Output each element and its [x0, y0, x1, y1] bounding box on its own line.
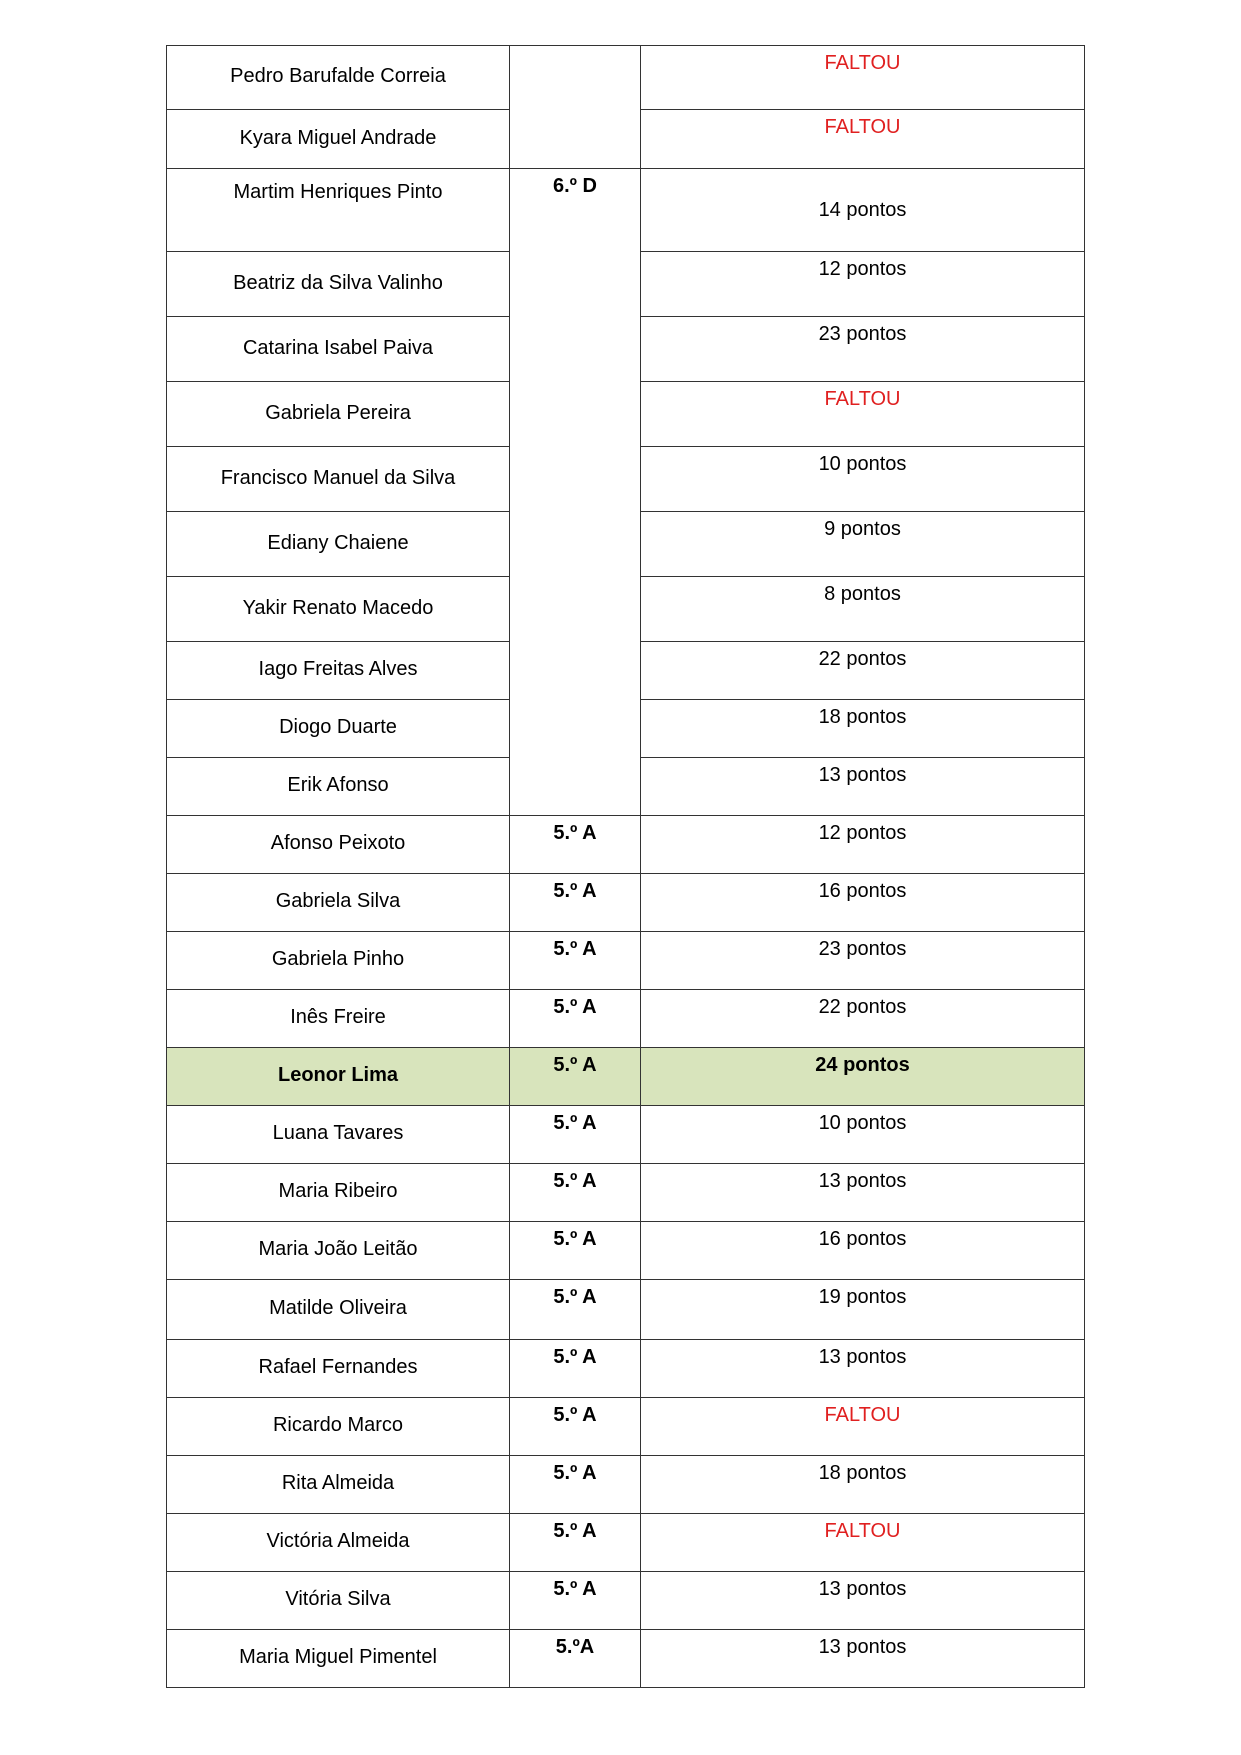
score-cell	[641, 1572, 1085, 1630]
student-name: Maria Ribeiro	[278, 1180, 398, 1202]
student-name-cell	[167, 1398, 510, 1456]
table-row	[167, 1398, 1085, 1456]
score-cell	[641, 447, 1085, 512]
class-cell	[510, 816, 641, 874]
score-cell	[641, 874, 1085, 932]
score-value: 19 pontos	[818, 1286, 907, 1308]
score-cell	[641, 110, 1085, 169]
table-row	[167, 169, 1085, 252]
class-label: 5.º A	[553, 1112, 597, 1134]
student-name: Vitória Silva	[285, 1588, 391, 1610]
score-cell	[641, 1280, 1085, 1340]
student-name-cell	[167, 110, 510, 169]
student-name: Luana Tavares	[272, 1122, 404, 1144]
student-name-cell	[167, 642, 510, 700]
score-value: FALTOU	[824, 116, 901, 138]
class-cell	[510, 1514, 641, 1572]
student-name: Inês Freire	[290, 1006, 386, 1028]
student-name: Erik Afonso	[287, 774, 389, 796]
score-cell	[641, 932, 1085, 990]
score-value: 9 pontos	[824, 518, 901, 540]
score-cell	[641, 816, 1085, 874]
student-name: Kyara Miguel Andrade	[239, 126, 437, 149]
table-row-highlighted	[167, 1048, 1085, 1106]
student-name-cell	[167, 758, 510, 816]
score-cell	[641, 700, 1085, 758]
class-cell	[510, 1572, 641, 1630]
table-row	[167, 46, 1085, 110]
score-value: 12 pontos	[818, 258, 907, 280]
score-value: 22 pontos	[818, 648, 907, 670]
student-name: Rita Almeida	[281, 1472, 395, 1494]
class-cell	[510, 1398, 641, 1456]
class-cell	[510, 1340, 641, 1398]
class-label: 5.º A	[553, 822, 597, 844]
score-cell	[641, 642, 1085, 700]
table-row	[167, 1222, 1085, 1280]
student-name-cell	[167, 512, 510, 577]
table-row	[167, 816, 1085, 874]
score-value: 18 pontos	[818, 706, 907, 728]
student-name-cell	[167, 1340, 510, 1398]
class-cell	[510, 1456, 641, 1514]
score-cell	[641, 758, 1085, 816]
table-row	[167, 1572, 1085, 1630]
student-name-cell	[167, 990, 510, 1048]
score-value: 24 pontos	[815, 1054, 910, 1076]
score-value: FALTOU	[824, 388, 901, 410]
student-name: Catarina Isabel Paiva	[242, 336, 434, 359]
score-value: 23 pontos	[818, 323, 907, 345]
results-table-body	[167, 46, 1085, 1688]
table-row	[167, 990, 1085, 1048]
class-cell	[510, 1048, 641, 1106]
score-cell	[641, 382, 1085, 447]
class-label: 6.º D	[553, 175, 597, 197]
student-name-cell	[167, 1048, 510, 1106]
student-name-cell	[167, 1106, 510, 1164]
results-table	[166, 45, 1085, 1688]
table-row	[167, 1106, 1085, 1164]
score-value: 13 pontos	[818, 1578, 907, 1600]
student-name: Pedro Barufalde Correia	[230, 65, 446, 87]
student-name: Iago Freitas Alves	[258, 658, 418, 680]
score-value: 22 pontos	[818, 996, 907, 1018]
student-name: Gabriela Pinho	[271, 948, 405, 970]
class-cell-empty	[510, 46, 641, 169]
score-cell	[641, 577, 1085, 642]
student-name: Yakir Renato Macedo	[242, 596, 434, 619]
score-value: 16 pontos	[818, 880, 907, 902]
student-name: Gabriela Pereira	[265, 401, 411, 424]
score-cell	[641, 1514, 1085, 1572]
class-label: 5.º A	[553, 1404, 597, 1426]
score-cell	[641, 1630, 1085, 1688]
class-label: 5.º A	[553, 938, 597, 960]
student-name: Victória Almeida	[266, 1530, 410, 1552]
table-row	[167, 1280, 1085, 1340]
class-cell	[510, 1106, 641, 1164]
class-label: 5.ºA	[555, 1636, 595, 1658]
score-value: 16 pontos	[818, 1228, 907, 1250]
score-value: 10 pontos	[818, 453, 907, 475]
student-name-cell	[167, 169, 510, 252]
student-name-cell	[167, 1164, 510, 1222]
class-label: 5.º A	[553, 1170, 597, 1192]
score-value: 23 pontos	[818, 938, 907, 960]
student-name-cell	[167, 1514, 510, 1572]
class-label: 5.º A	[553, 1054, 597, 1076]
class-cell	[510, 1280, 641, 1340]
score-cell	[641, 1398, 1085, 1456]
score-cell	[641, 1048, 1085, 1106]
score-cell	[641, 1106, 1085, 1164]
student-name-cell	[167, 932, 510, 990]
class-label: 5.º A	[553, 996, 597, 1018]
score-cell	[641, 1164, 1085, 1222]
score-cell	[641, 512, 1085, 577]
class-label: 5.º A	[553, 1286, 597, 1308]
score-value: 13 pontos	[818, 764, 907, 786]
student-name-cell	[167, 1456, 510, 1514]
class-label: 5.º A	[553, 1346, 597, 1368]
student-name-cell	[167, 1572, 510, 1630]
student-name-cell	[167, 816, 510, 874]
student-name: Leonor Lima	[277, 1064, 398, 1086]
class-cell	[510, 1222, 641, 1280]
student-name-cell	[167, 1222, 510, 1280]
student-name: Gabriela Silva	[275, 890, 401, 912]
score-value: FALTOU	[824, 1404, 901, 1426]
class-label: 5.º A	[553, 1578, 597, 1600]
score-value: 13 pontos	[818, 1346, 907, 1368]
score-cell	[641, 252, 1085, 317]
score-value: 13 pontos	[818, 1636, 907, 1658]
score-value: 12 pontos	[818, 822, 907, 844]
student-name: Beatriz da Silva Valinho	[233, 271, 443, 294]
student-name: Rafael Fernandes	[258, 1356, 418, 1378]
score-cell	[641, 169, 1085, 252]
student-name: Ricardo Marco	[272, 1414, 404, 1436]
score-cell	[641, 1456, 1085, 1514]
student-name: Maria Miguel Pimentel	[239, 1646, 437, 1668]
student-name: Afonso Peixoto	[270, 832, 406, 854]
table-row	[167, 1456, 1085, 1514]
table-row	[167, 1164, 1085, 1222]
student-name: Ediany Chaiene	[267, 531, 409, 554]
score-cell	[641, 990, 1085, 1048]
student-name: Maria João Leitão	[258, 1238, 418, 1260]
score-value: 8 pontos	[824, 583, 901, 605]
table-row	[167, 1340, 1085, 1398]
score-cell	[641, 46, 1085, 110]
student-name: Diogo Duarte	[279, 716, 397, 738]
student-name: Matilde Oliveira	[269, 1297, 407, 1319]
class-cell	[510, 932, 641, 990]
score-cell	[641, 1222, 1085, 1280]
class-cell	[510, 1164, 641, 1222]
table-row	[167, 1514, 1085, 1572]
score-value: FALTOU	[824, 52, 901, 74]
class-label: 5.º A	[553, 880, 597, 902]
score-value: FALTOU	[824, 1520, 901, 1542]
student-name: Francisco Manuel da Silva	[220, 466, 456, 489]
student-name-cell	[167, 700, 510, 758]
class-label: 5.º A	[553, 1228, 597, 1250]
student-name-cell	[167, 447, 510, 512]
student-name-cell	[167, 252, 510, 317]
class-label: 5.º A	[553, 1520, 597, 1542]
class-cell	[510, 169, 641, 816]
score-value: 14 pontos	[818, 198, 907, 221]
student-name-cell	[167, 1630, 510, 1688]
class-label: 5.º A	[553, 1462, 597, 1484]
student-name: Martim Henriques Pinto	[233, 181, 443, 203]
student-name-cell	[167, 382, 510, 447]
score-value: 13 pontos	[818, 1170, 907, 1192]
table-row	[167, 874, 1085, 932]
table-row	[167, 1630, 1085, 1688]
class-cell	[510, 990, 641, 1048]
score-value: 10 pontos	[818, 1112, 907, 1134]
student-name-cell	[167, 577, 510, 642]
student-name-cell	[167, 1280, 510, 1340]
class-cell	[510, 1630, 641, 1688]
student-name-cell	[167, 317, 510, 382]
class-cell	[510, 874, 641, 932]
student-name-cell	[167, 46, 510, 110]
table-row	[167, 932, 1085, 990]
score-value: 18 pontos	[818, 1462, 907, 1484]
student-name-cell	[167, 874, 510, 932]
score-cell	[641, 1340, 1085, 1398]
score-cell	[641, 317, 1085, 382]
